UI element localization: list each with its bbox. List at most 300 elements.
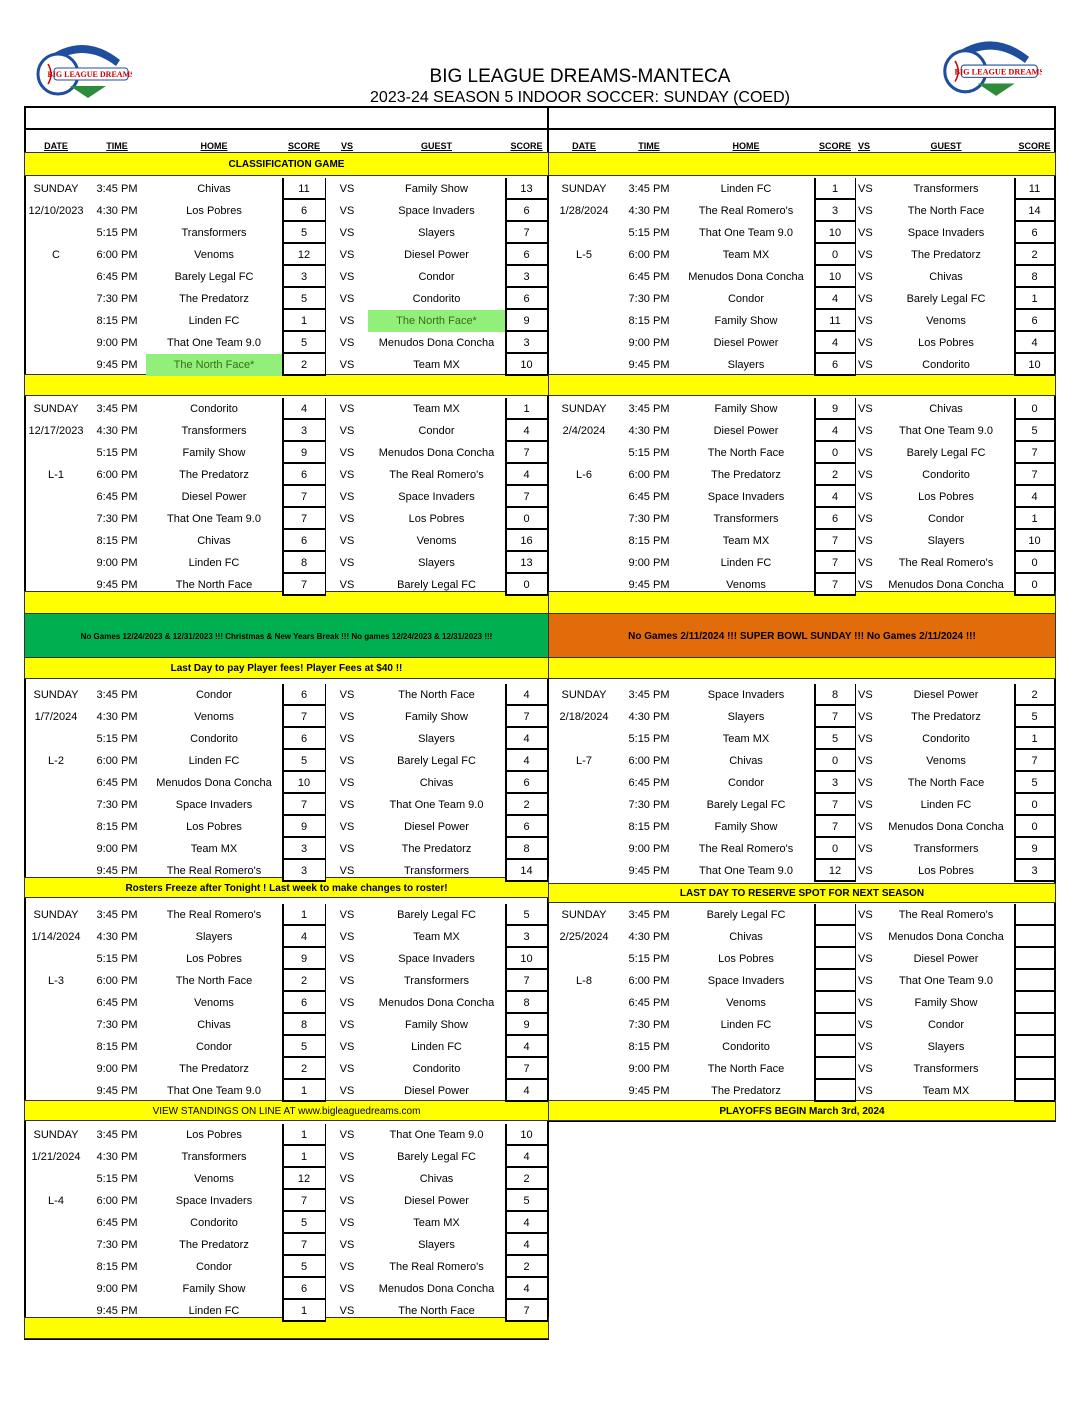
home-team: Space Invaders [707, 975, 785, 987]
home-score: 7 [831, 535, 839, 547]
banner-player-fees: Last Day to pay Player fees! Player Fees at $40 !! [24, 657, 549, 679]
home-score: 9 [300, 953, 308, 965]
game-time: 5:15 PM [628, 227, 670, 239]
guest-team: Chivas [929, 271, 963, 283]
home-score: 10 [297, 777, 311, 789]
guest-team: The North Face [398, 1305, 475, 1317]
vs-label: VS [339, 425, 355, 437]
guest-score: 6 [1031, 315, 1038, 327]
guest-score: 5 [1031, 425, 1038, 437]
guest-score: 3 [523, 337, 530, 349]
vs-label: VS [858, 689, 873, 701]
home-score [814, 926, 856, 948]
home-team: Los Pobres [186, 205, 242, 217]
vs-label: VS [858, 359, 873, 371]
home-score: 1 [300, 1085, 308, 1097]
home-score: 6 [831, 359, 839, 371]
game-time: 9:45 PM [96, 579, 138, 591]
guest-team: Condor [927, 513, 965, 525]
guest-team: The Real Romero's [389, 469, 484, 481]
vs-label: VS [339, 909, 355, 921]
home-team: Los Pobres [186, 953, 242, 965]
home-score: 2 [831, 469, 839, 481]
guest-team: Diesel Power [404, 1195, 469, 1207]
home-score [814, 1014, 856, 1036]
svg-text:BIG LEAGUE DREAMS: BIG LEAGUE DREAMS [954, 67, 1042, 77]
guest-team: Space Invaders [398, 205, 475, 217]
home-team: The North Face [707, 447, 785, 459]
game-time: 5:15 PM [628, 447, 670, 459]
game-time: 6:45 PM [628, 997, 670, 1009]
game-time: 3:45 PM [96, 1129, 138, 1141]
guest-team: Los Pobres [918, 491, 974, 503]
column-header-vs: VS [340, 141, 353, 151]
vs-label: VS [339, 271, 355, 283]
banner-standings-online: VIEW STANDINGS ON LINE AT www.bigleaguedreams.com [24, 1100, 549, 1121]
column-header-guest: GUEST [930, 141, 962, 151]
game-time: 8:15 PM [628, 821, 670, 833]
guest-score: 6 [523, 205, 530, 217]
guest-team: Diesel Power [404, 1085, 469, 1097]
vs-label: VS [858, 469, 873, 481]
guest-team: Venoms [926, 755, 966, 767]
home-team: Team MX [722, 733, 770, 745]
game-time: 6:45 PM [628, 271, 670, 283]
banner-empty [548, 374, 1056, 396]
day-label: SUNDAY [561, 183, 607, 195]
vs-label: VS [339, 865, 355, 877]
home-team: Family Show [714, 403, 778, 415]
guest-score: 4 [523, 1041, 530, 1053]
home-score [814, 948, 856, 970]
game-time: 6:45 PM [96, 777, 138, 789]
home-team: Los Pobres [718, 953, 774, 965]
game-time: 6:45 PM [96, 1217, 138, 1229]
guest-score [1014, 970, 1055, 992]
home-score: 5 [300, 755, 308, 767]
guest-team: Space Invaders [907, 227, 985, 239]
guest-team: The Predatorz [911, 711, 981, 723]
home-team: Linden FC [188, 755, 240, 767]
home-team: Linden FC [188, 315, 240, 327]
vs-label: VS [858, 1085, 873, 1097]
guest-score: 4 [523, 755, 530, 767]
home-score: 7 [300, 1195, 308, 1207]
guest-score: 0 [1031, 821, 1038, 833]
guest-team: Condorito [412, 293, 461, 305]
guest-team: That One Team 9.0 [899, 425, 993, 437]
home-team: The Predatorz [711, 1085, 781, 1097]
home-score: 3 [831, 777, 839, 789]
game-time: 6:00 PM [96, 755, 138, 767]
banner-empty [548, 657, 1056, 679]
home-score: 9 [300, 821, 308, 833]
home-score: 5 [300, 1041, 308, 1053]
home-team: Transformers [713, 513, 779, 525]
game-time: 6:00 PM [96, 469, 138, 481]
game-date: 1/14/2024 [31, 931, 81, 943]
guest-score [1014, 1058, 1055, 1080]
home-team: Condorito [722, 1041, 770, 1053]
vs-label: VS [339, 293, 355, 305]
guest-team: Menudos Dona Concha [378, 337, 495, 349]
guest-score: 7 [1031, 469, 1038, 481]
home-score [814, 904, 856, 926]
guest-score: 10 [520, 359, 533, 371]
guest-team: Team MX [413, 931, 460, 943]
home-score: 5 [300, 337, 308, 349]
home-team: The Predatorz [179, 1063, 249, 1075]
banner-classification-game: CLASSIFICATION GAME [24, 152, 549, 176]
home-score: 1 [300, 909, 308, 921]
home-score: 7 [300, 513, 308, 525]
guest-score: 8 [1031, 271, 1038, 283]
vs-label: VS [339, 1129, 355, 1141]
game-time: 9:00 PM [628, 843, 670, 855]
vs-label: VS [858, 227, 873, 239]
home-score: 6 [831, 513, 839, 525]
home-score: 12 [828, 865, 842, 877]
game-time: 3:45 PM [628, 909, 670, 921]
home-score: 6 [300, 205, 308, 217]
game-time: 9:00 PM [628, 337, 670, 349]
vs-label: VS [339, 447, 355, 459]
guest-team: Condor [927, 1019, 965, 1031]
guest-team: Condor [418, 425, 455, 437]
guest-team: Slayers [418, 733, 455, 745]
page-title: BIG LEAGUE DREAMS-MANTECA [429, 66, 731, 87]
guest-team: Condor [418, 271, 455, 283]
guest-score: 13 [520, 557, 533, 569]
game-time: 6:00 PM [96, 975, 138, 987]
game-time: 6:00 PM [628, 469, 670, 481]
banner-rosters-freeze: Rosters Freeze after Tonight ! Last week to make changes to roster! [24, 877, 549, 898]
vs-label: VS [339, 997, 355, 1009]
home-score: 1 [300, 1305, 308, 1317]
vs-label: VS [339, 249, 355, 261]
game-time: 3:45 PM [628, 689, 670, 701]
home-score: 2 [300, 975, 308, 987]
column-header-score: SCORE [287, 141, 320, 151]
vs-label: VS [858, 821, 873, 833]
vs-label: VS [339, 975, 355, 987]
home-score: 0 [831, 447, 839, 459]
game-time: 9:45 PM [96, 865, 138, 877]
vs-label: VS [339, 359, 355, 371]
home-team: Diesel Power [181, 491, 247, 503]
week-label: L-3 [48, 975, 64, 987]
home-team: Slayers [727, 359, 765, 371]
guest-score: 7 [523, 1305, 530, 1317]
guest-team: Condorito [412, 1063, 461, 1075]
home-team: The Real Romero's [698, 843, 794, 855]
banner-playoffs: PLAYOFFS BEGIN March 3rd, 2024 [548, 1100, 1056, 1121]
game-time: 9:00 PM [96, 557, 138, 569]
game-time: 5:15 PM [96, 227, 138, 239]
game-time: 6:00 PM [96, 249, 138, 261]
guest-team: Team MX [413, 1217, 460, 1229]
guest-team: The Real Romero's [898, 909, 994, 921]
guest-team: Space Invaders [398, 953, 475, 965]
vs-label: VS [339, 535, 355, 547]
home-score: 4 [300, 403, 308, 415]
game-time: 8:15 PM [96, 315, 138, 327]
home-team: Diesel Power [713, 337, 779, 349]
home-score: 5 [300, 1217, 308, 1229]
home-score: 7 [831, 821, 839, 833]
guest-score: 6 [523, 249, 530, 261]
column-header-date: DATE [572, 141, 596, 151]
home-team: Linden FC [188, 1305, 240, 1317]
home-score: 4 [831, 337, 839, 349]
game-time: 7:30 PM [628, 799, 670, 811]
vs-label: VS [339, 931, 355, 943]
guest-score: 2 [523, 799, 530, 811]
guest-team: Transformers [913, 843, 979, 855]
vs-label: VS [858, 447, 873, 459]
game-time: 4:30 PM [628, 205, 670, 217]
game-time: 8:15 PM [96, 1041, 138, 1053]
guest-score: 10 [1028, 359, 1041, 371]
home-team: Transformers [181, 227, 247, 239]
game-time: 9:45 PM [96, 359, 138, 371]
vs-label: VS [858, 777, 873, 789]
guest-team: Transformers [913, 1063, 979, 1075]
game-time: 3:45 PM [96, 183, 138, 195]
guest-score: 0 [1031, 799, 1038, 811]
guest-team: Los Pobres [918, 865, 974, 877]
vs-label: VS [858, 249, 873, 261]
guest-score: 14 [520, 865, 533, 877]
banner-super-bowl: No Games 2/11/2024 !!! SUPER BOWL SUNDAY !!! No Games 2/11/2024 !!! [548, 613, 1056, 658]
vs-label: VS [858, 799, 873, 811]
home-score: 6 [300, 1283, 308, 1295]
guest-team: The Predatorz [401, 843, 472, 855]
guest-team: Menudos Dona Concha [378, 1283, 495, 1295]
guest-score: 7 [523, 975, 530, 987]
game-date: 2/4/2024 [562, 425, 606, 437]
column-header-time: TIME [638, 141, 660, 151]
guest-score: 4 [523, 469, 530, 481]
vs-label: VS [858, 733, 873, 745]
guest-team: Los Pobres [408, 513, 465, 525]
week-label: L-2 [48, 755, 64, 767]
guest-team: Slayers [927, 535, 965, 547]
game-time: 8:15 PM [96, 1261, 138, 1273]
guest-score [1014, 992, 1055, 1014]
guest-score: 0 [523, 513, 530, 525]
home-score: 8 [300, 557, 308, 569]
home-team: Linden FC [188, 557, 240, 569]
home-score: 0 [831, 843, 839, 855]
guest-score: 8 [523, 997, 530, 1009]
guest-score: 7 [523, 1063, 530, 1075]
guest-score: 4 [523, 733, 530, 745]
week-label: L-5 [576, 249, 592, 261]
home-team: Family Show [182, 1283, 246, 1295]
home-team: Transformers [181, 425, 247, 437]
home-score: 7 [831, 557, 839, 569]
guest-team: Condorito [922, 733, 970, 745]
day-label: SUNDAY [561, 403, 607, 415]
vs-label: VS [339, 1173, 355, 1185]
home-score: 6 [300, 689, 308, 701]
game-time: 7:30 PM [96, 799, 138, 811]
guest-score: 6 [523, 293, 530, 305]
home-team: Team MX [190, 843, 238, 855]
guest-score [1014, 948, 1055, 970]
game-time: 4:30 PM [96, 1151, 138, 1163]
svg-text:BIG LEAGUE DREAMS: BIG LEAGUE DREAMS [47, 70, 132, 79]
home-score: 4 [300, 931, 308, 943]
banner-christmas-break: No Games 12/24/2023 & 12/31/2023 !!! Christmas & New Years Break !!! No games 12/24/2023 & 12/31/2023 !!! [24, 613, 549, 658]
guest-score: 10 [520, 953, 533, 965]
week-label: L-6 [576, 469, 592, 481]
vs-label: VS [339, 227, 355, 239]
week-label: C [52, 249, 60, 261]
guest-team: Team MX [922, 1085, 970, 1097]
home-team: Condorito [190, 1217, 238, 1229]
guest-score: 4 [523, 1217, 530, 1229]
week-label: L-1 [48, 469, 64, 481]
home-team: Chivas [729, 755, 763, 767]
home-team: Family Show [714, 315, 778, 327]
guest-team: The North Face [907, 205, 985, 217]
day-label: SUNDAY [33, 183, 79, 195]
guest-score: 5 [523, 1195, 530, 1207]
home-team: Family Show [182, 447, 246, 459]
guest-team: Barely Legal FC [397, 579, 476, 591]
vs-label: VS [858, 1041, 873, 1053]
vs-label: VS [858, 535, 873, 547]
home-team: The North Face [175, 975, 253, 987]
vs-label: VS [339, 1217, 355, 1229]
guest-team: Menudos Dona Concha [888, 579, 1004, 591]
game-date: 12/10/2023 [28, 205, 84, 217]
guest-team: Family Show [405, 183, 468, 195]
game-time: 7:30 PM [628, 1019, 670, 1031]
home-team: Team MX [722, 535, 770, 547]
column-header-score: SCORE [510, 141, 543, 151]
vs-label: VS [339, 843, 355, 855]
home-team: Slayers [727, 711, 765, 723]
home-team: Diesel Power [713, 425, 779, 437]
home-score: 9 [831, 403, 839, 415]
game-time: 5:15 PM [96, 1173, 138, 1185]
guest-team: Barely Legal FC [906, 293, 986, 305]
game-time: 8:15 PM [628, 315, 670, 327]
game-date: 2/25/2024 [559, 931, 609, 943]
guest-team: Venoms [926, 315, 966, 327]
vs-label: VS [339, 183, 355, 195]
guest-score: 3 [523, 931, 530, 943]
home-team: Space Invaders [175, 799, 253, 811]
game-time: 9:45 PM [628, 359, 670, 371]
home-team: Condor [195, 1261, 233, 1273]
home-team: Barely Legal FC [706, 909, 786, 921]
home-score: 7 [831, 579, 839, 591]
game-date: 1/7/2024 [34, 711, 78, 723]
week-label: L-4 [48, 1195, 64, 1207]
home-team: The Predatorz [179, 1239, 249, 1251]
game-time: 7:30 PM [96, 293, 138, 305]
game-time: 5:15 PM [96, 953, 138, 965]
home-score: 6 [300, 469, 308, 481]
guest-team: Chivas [419, 1173, 454, 1185]
guest-score [1014, 1080, 1055, 1102]
vs-label: VS [339, 821, 355, 833]
game-time: 5:15 PM [96, 447, 138, 459]
game-time: 5:15 PM [628, 733, 670, 745]
day-label: SUNDAY [561, 909, 607, 921]
game-time: 4:30 PM [628, 931, 670, 943]
home-team: The Predatorz [179, 469, 249, 481]
vs-label: VS [858, 271, 873, 283]
day-label: SUNDAY [561, 689, 607, 701]
home-team: Condor [727, 293, 765, 305]
home-team: The Predatorz [711, 469, 781, 481]
game-time: 6:00 PM [628, 975, 670, 987]
guest-team: Menudos Dona Concha [888, 821, 1004, 833]
guest-score: 4 [1031, 491, 1038, 503]
home-team: That One Team 9.0 [167, 513, 261, 525]
vs-label: VS [339, 1261, 355, 1273]
game-time: 3:45 PM [628, 183, 670, 195]
home-team: Venoms [726, 997, 766, 1009]
home-team: Slayers [195, 931, 233, 943]
week-label: L-8 [576, 975, 592, 987]
vs-label: VS [339, 579, 355, 591]
game-time: 7:30 PM [628, 293, 670, 305]
home-team: Condor [195, 689, 233, 701]
week-label: L-7 [576, 755, 592, 767]
guest-team: Menudos Dona Concha [378, 447, 495, 459]
guest-team: The Predatorz [911, 249, 981, 261]
home-score: 8 [831, 689, 839, 701]
guest-team: Menudos Dona Concha [888, 931, 1004, 943]
home-score: 6 [300, 535, 308, 547]
guest-score: 11 [1028, 183, 1041, 195]
home-team: Chivas [197, 535, 231, 547]
guest-score: 16 [520, 535, 533, 547]
vs-label: VS [339, 315, 355, 327]
day-label: SUNDAY [33, 689, 79, 701]
guest-score: 3 [1031, 865, 1038, 877]
guest-team: The North Face [398, 689, 475, 701]
game-time: 9:45 PM [628, 579, 670, 591]
guest-team: That One Team 9.0 [899, 975, 993, 987]
page-subtitle: 2023-24 SEASON 5 INDOOR SOCCER: SUNDAY (COED) [370, 89, 790, 106]
home-score: 5 [300, 293, 308, 305]
guest-score: 4 [523, 1283, 530, 1295]
home-score: 10 [828, 271, 842, 283]
game-time: 4:30 PM [96, 711, 138, 723]
guest-score: 4 [523, 689, 530, 701]
home-team: That One Team 9.0 [167, 337, 261, 349]
guest-score: 5 [1031, 777, 1038, 789]
guest-team: Transformers [913, 183, 979, 195]
vs-label: VS [858, 909, 873, 921]
vs-label: VS [339, 513, 355, 525]
game-time: 3:45 PM [96, 689, 138, 701]
home-team: Condorito [190, 403, 238, 415]
game-time: 4:30 PM [96, 931, 138, 943]
home-score: 10 [828, 227, 842, 239]
column-header-home: HOME [732, 141, 760, 151]
game-time: 9:00 PM [96, 843, 138, 855]
home-team: Chivas [197, 183, 231, 195]
game-time: 6:00 PM [96, 1195, 138, 1207]
